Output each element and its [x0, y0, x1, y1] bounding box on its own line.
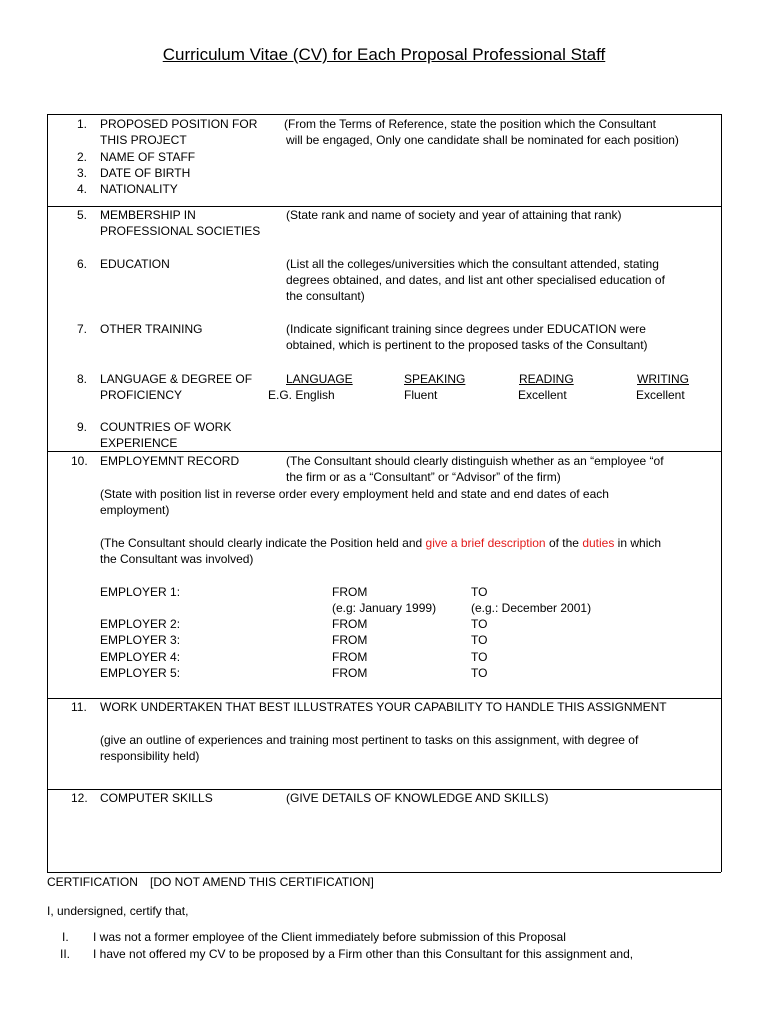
item-number: 4. — [77, 182, 88, 196]
description-instruction — [100, 535, 661, 551]
example-reading: Excellent — [518, 388, 567, 402]
example-writing: Excellent — [636, 388, 685, 402]
label-countries: COUNTRIES OF WORK — [100, 420, 232, 434]
label-nationality: NATIONALITY — [100, 182, 178, 196]
note-education: (List all the colleges/universities which the consultant attended, stating — [286, 257, 659, 271]
header-reading: READING — [519, 372, 574, 386]
header-speaking: SPEAKING — [404, 372, 466, 386]
employer-label: EMPLOYER 1: — [100, 585, 181, 599]
note-computer-skills: (GIVE DETAILS OF KNOWLEDGE AND SKILLS) — [286, 791, 549, 805]
note-employment: (The Consultant should clearly distinguish whether as an “employee “of — [286, 454, 664, 468]
item-number: 10. — [71, 454, 88, 468]
employer-from: FROM — [332, 633, 368, 647]
note-work-cont: responsibility held) — [100, 749, 200, 763]
label-education: EDUCATION — [100, 257, 170, 271]
label-computer-skills: COMPUTER SKILLS — [100, 791, 213, 805]
example-language: E.G. English — [268, 388, 335, 402]
item-number: 2. — [77, 150, 88, 164]
employer-from: FROM — [332, 617, 368, 631]
label-name-of-staff: NAME OF STAFF — [100, 150, 196, 164]
item-number: 12. — [71, 791, 88, 805]
label-countries-cont: EXPERIENCE — [100, 436, 178, 450]
employer-label: EMPLOYER 3: — [100, 633, 181, 647]
note-employment-cont: the firm or as a “Consultant” or “Advisor” of the firm) — [286, 470, 561, 484]
description-instruction-cont: the Consultant was involved) — [100, 552, 254, 566]
description-text: (The Consultant should clearly indicate the Position held and — [100, 536, 426, 550]
header-language: LANGUAGE — [286, 372, 353, 386]
item-number: 8. — [77, 372, 88, 386]
label-employment-record: EMPLOYEMNT RECORD — [100, 454, 240, 468]
instruction-employment: (State with position list in reverse order every employment held and state and end dates of each — [100, 487, 609, 501]
label-membership: MEMBERSHIP IN — [100, 208, 196, 222]
note-position-cont: will be engaged, Only one candidate shall be nominated for each position) — [286, 133, 679, 147]
employer-label: EMPLOYER 5: — [100, 666, 181, 680]
table-border-top — [47, 114, 721, 115]
header-writing: WRITING — [637, 372, 689, 386]
item-number: 11. — [71, 700, 87, 714]
employer-from: FROM — [332, 666, 368, 680]
certification-note: [DO NOT AMEND THIS CERTIFICATION] — [150, 875, 374, 889]
employer-to: TO — [471, 633, 488, 647]
example-speaking: Fluent — [404, 388, 438, 402]
label-language-cont: PROFICIENCY — [100, 388, 183, 402]
divider-section-2 — [47, 451, 721, 452]
label-proposed-position-cont: THIS PROJECT — [100, 133, 187, 147]
note-training: (Indicate significant training since degrees under EDUCATION were — [286, 322, 646, 336]
from-example: (e.g: January 1999) — [332, 601, 437, 615]
to-example: (e.g.: December 2001) — [471, 601, 592, 615]
instruction-employment-cont: employment) — [100, 503, 170, 517]
employer-label: EMPLOYER 2: — [100, 617, 181, 631]
certification-item-number: II. — [60, 947, 71, 961]
item-number: 5. — [77, 208, 88, 222]
certification-item-number: I. — [62, 930, 69, 944]
employer-to: TO — [471, 666, 488, 680]
description-text: of the — [545, 536, 583, 550]
item-number: 1. — [77, 117, 88, 131]
label-language: LANGUAGE & DEGREE OF — [100, 372, 253, 386]
note-education-cont: degrees obtained, and dates, and list ant other specialised education of — [286, 273, 665, 287]
employer-to: TO — [471, 617, 488, 631]
certification-item-text: I was not a former employee of the Client immediately before submission of this Proposal — [93, 930, 566, 944]
item-number: 9. — [77, 420, 88, 434]
description-highlight: give a brief description — [425, 536, 546, 550]
employer-to: TO — [471, 650, 488, 664]
note-education-end: the consultant) — [286, 289, 365, 303]
note-training-cont: obtained, which is pertinent to the proposed tasks of the Consultant) — [286, 338, 648, 352]
item-number: 3. — [77, 166, 88, 180]
label-date-of-birth: DATE OF BIRTH — [100, 166, 191, 180]
employer-from: FROM — [332, 650, 368, 664]
certification-item-text: I have not offered my CV to be proposed by a Firm other than this Consultant for this assignment and, — [93, 947, 634, 961]
description-highlight: duties — [582, 536, 615, 550]
label-proposed-position: PROPOSED POSITION FOR — [100, 117, 258, 131]
employer-from: FROM — [332, 585, 368, 599]
table-border-bottom — [47, 872, 721, 873]
employer-to: TO — [471, 585, 488, 599]
item-number: 7. — [77, 322, 88, 336]
employer-label: EMPLOYER 4: — [100, 650, 181, 664]
note-work: (give an outline of experiences and training most pertinent to tasks on this assignment, with degree of — [100, 733, 639, 747]
label-work-undertaken: WORK UNDERTAKEN THAT BEST ILLUSTRATES YOUR CAPABILITY TO HANDLE THIS ASSIGNMENT — [100, 700, 667, 714]
note-membership: (State rank and name of society and year of attaining that rank) — [286, 208, 622, 222]
item-number: 6. — [77, 257, 88, 271]
page-title: Curriculum Vitae (CV) for Each Proposal Professional Staff — [162, 45, 606, 64]
certification-label: CERTIFICATION — [47, 875, 138, 889]
certification-intro: I, undersigned, certify that, — [47, 904, 189, 918]
note-position: (From the Terms of Reference, state the position which the Consultant — [284, 117, 656, 131]
label-other-training: OTHER TRAINING — [100, 322, 203, 336]
label-membership-cont: PROFESSIONAL SOCIETIES — [100, 224, 261, 238]
description-text: in which — [614, 536, 662, 550]
